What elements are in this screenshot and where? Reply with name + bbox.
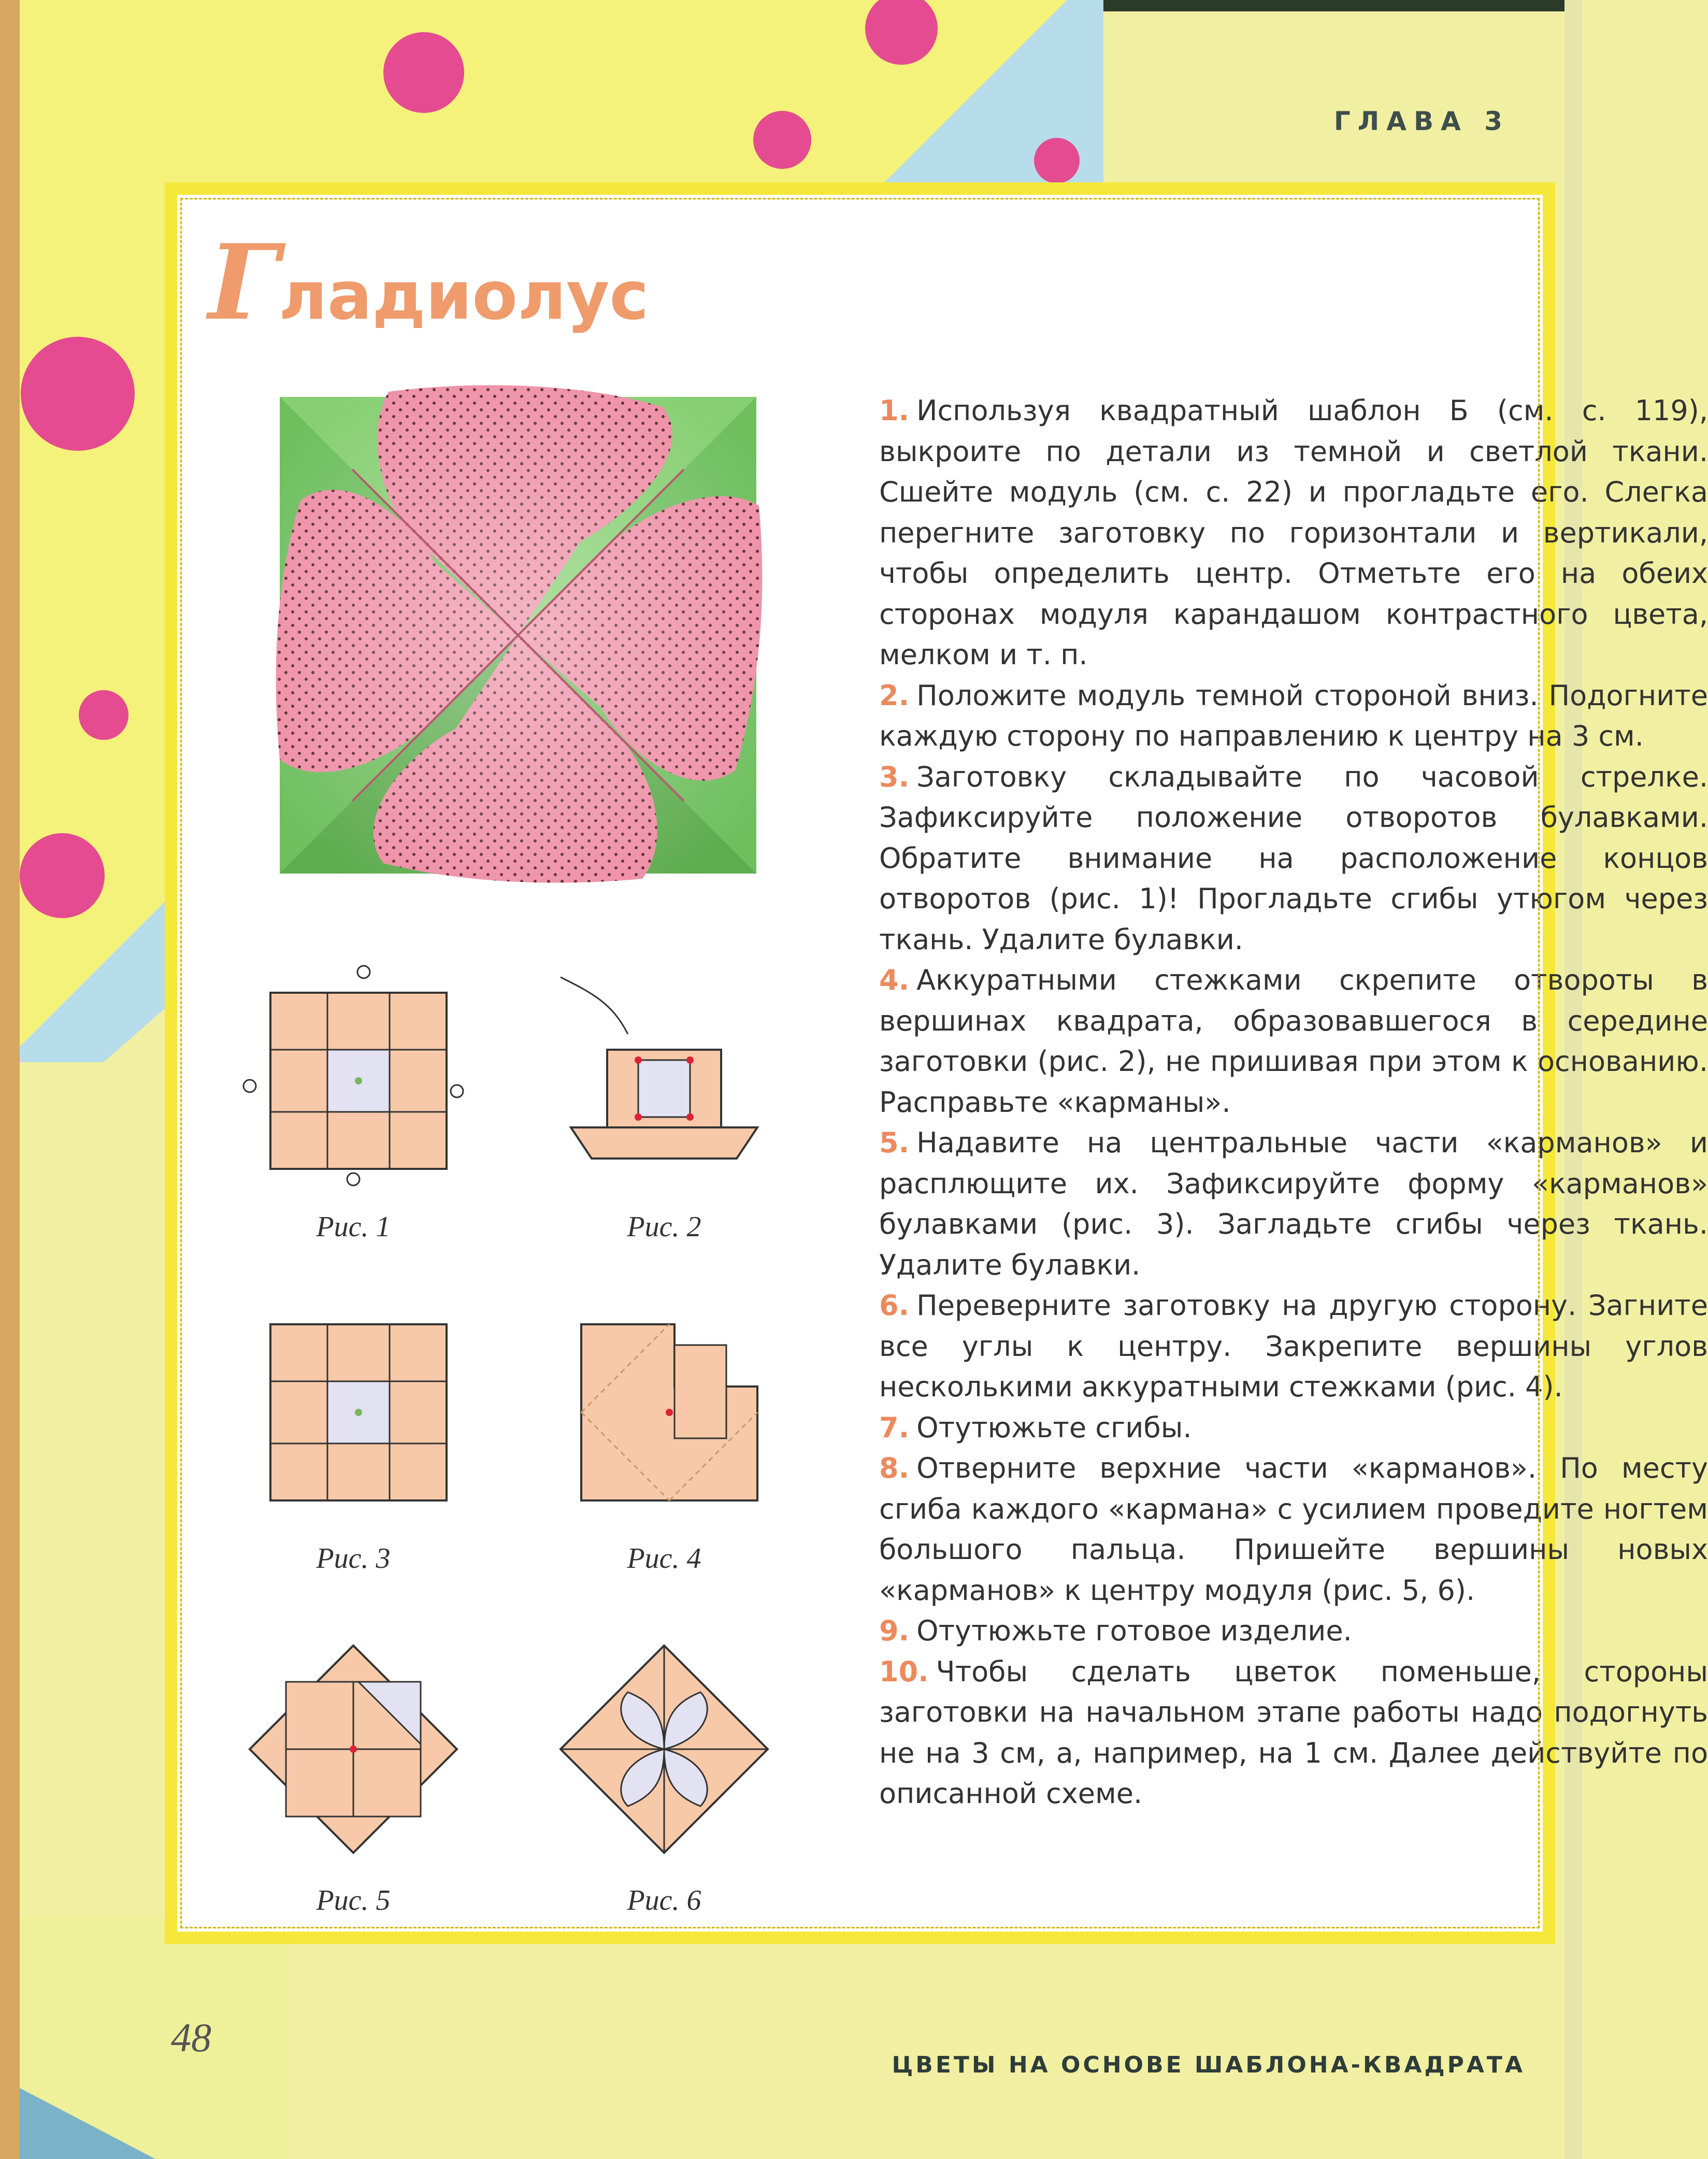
fig6-finished-diamond-icon xyxy=(550,1635,778,1863)
step-text: Отутюжьте сгибы. xyxy=(916,1411,1192,1444)
step-5 xyxy=(879,1123,1708,1285)
step-number: 6. xyxy=(879,1289,910,1322)
step-6 xyxy=(879,1285,1708,1408)
section-footer: ЦВЕТЫ НА ОСНОВЕ ШАБЛОНА-КВАДРАТА xyxy=(892,2052,1525,2078)
step-8 xyxy=(879,1448,1708,1611)
step-number: 1. xyxy=(879,394,910,427)
chapter-label: ГЛАВА 3 xyxy=(1333,106,1510,136)
step-number: 10. xyxy=(879,1655,929,1688)
fig2-stitched-pockets-icon xyxy=(550,962,778,1190)
step-text: Переверните заготовку на другую сторону. Загните все углы к центру. Закрепите вершины углов несколькими аккуратными стежками (рис. 4). xyxy=(879,1289,1708,1403)
fig5-diamond-sewing-icon xyxy=(239,1635,467,1863)
step-number: 8. xyxy=(879,1452,910,1484)
step-text: Отверните верхние части «карманов». По месту сгиба каждого «кармана» с усилием проведите ногтем большого пальца. Пришейте вершины новых «карманов» к центру модуля (рис. 5, 6). xyxy=(879,1452,1708,1607)
step-text: Аккуратными стежками скрепите отвороты в вершинах квадрата, образовавшегося в середине заготовки (рис. 2), не пришивая при этом к основанию. Расправьте «карманы». xyxy=(879,964,1708,1119)
step-number: 9. xyxy=(879,1614,910,1647)
instruction-steps xyxy=(879,391,1708,1814)
fig4-folded-corners-icon xyxy=(550,1293,778,1521)
step-10 xyxy=(879,1652,1708,1814)
fig4-caption: Рис. 4 xyxy=(627,1542,701,1575)
step-text: Используя квадратный шаблон Б (см. с. 119), выкроите по детали из темной и светлой ткани. Сшейте модуль (см. с. 22) и прогладьте его. Слегка перегните заготовку по горизонтали и вертикали, чтобы определить центр. Отметьте его на обеих сторонах модуля карандашом контрастного цвета, мелком и т. п. xyxy=(879,394,1708,671)
step-number: 7. xyxy=(879,1411,910,1444)
step-number: 3. xyxy=(879,760,910,793)
step-number: 4. xyxy=(879,964,910,996)
step-4 xyxy=(879,960,1708,1123)
fig2-caption: Рис. 2 xyxy=(627,1211,701,1243)
fig6-caption: Рис. 6 xyxy=(627,1884,701,1917)
step-text: Отутюжьте готовое изделие. xyxy=(916,1614,1352,1647)
title-rest: ладиолус xyxy=(279,258,649,335)
fig3-flattened-pockets-icon xyxy=(239,1293,467,1521)
satin-gladiolus-photo xyxy=(269,387,767,884)
step-text: Надавите на центральные части «карманов» и расплющите их. Зафиксируйте форму «карманов» булавками (рис. 3). Загладьте сгибы через ткань. Удалите булавки. xyxy=(879,1126,1708,1281)
fig5-caption: Рис. 5 xyxy=(316,1884,391,1917)
fig3-caption: Рис. 3 xyxy=(316,1542,391,1575)
step-text: Положите модуль темной стороной вниз. Подогните каждую сторону по направлению к центру на 3 см. xyxy=(879,679,1708,752)
step-text: Чтобы сделать цветок поменьше, стороны заготовки на начальном этапе работы надо подогнуть не на 3 см, а, например, на 1 см. Далее действуйте по описанной схеме. xyxy=(879,1655,1708,1810)
step-1 xyxy=(879,391,1708,676)
step-7 xyxy=(879,1408,1708,1449)
fig1-caption: Рис. 1 xyxy=(316,1211,391,1243)
article-card xyxy=(165,182,1708,1944)
step-3 xyxy=(879,757,1708,961)
step-number: 2. xyxy=(879,679,910,712)
step-2 xyxy=(879,676,1708,757)
article-title xyxy=(208,222,649,344)
fig1-pinned-square-icon xyxy=(239,962,467,1190)
title-initial: Г xyxy=(208,222,279,344)
step-text: Заготовку складывайте по часовой стрелке. Зафиксируйте положение отворотов булавками. Обратите внимание на расположение концов отворотов (рис. 1)! Прогладьте сгибы утюгом через ткань. Удалите булавки. xyxy=(879,760,1708,956)
step-number: 5. xyxy=(879,1126,910,1159)
page-number: 48 xyxy=(171,2015,211,2060)
step-9 xyxy=(879,1611,1708,1652)
